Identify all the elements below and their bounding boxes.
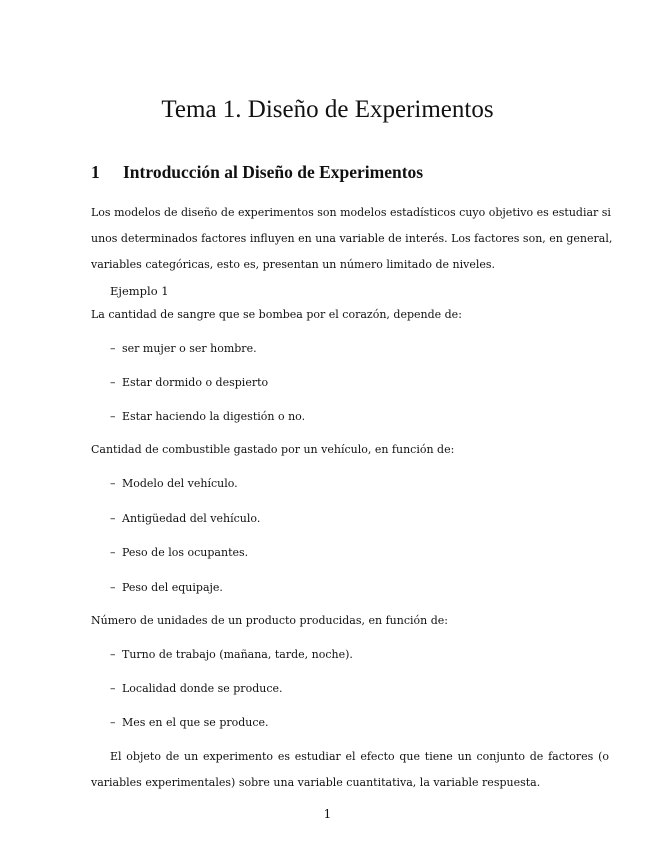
list-item-text: Estar haciendo la digestión o no. [122,410,306,423]
list-item [110,647,353,663]
intro-line-2: unos determinados factores influyen en una variable de interés. Los factores son, en general, [91,232,613,245]
list-item-text: Turno de trabajo (mañana, tarde, noche). [122,648,353,661]
bullet-dash: – [110,648,116,661]
list-item-text: Peso del equipaje. [122,581,223,594]
intro-line-1: Los modelos de diseño de experimentos son modelos estadísticos cuyo objetivo es estudiar si [91,206,611,219]
list-item-text: Antigüedad del vehículo. [122,512,261,525]
list-item [110,681,282,697]
bullet-dash: – [110,682,116,695]
intro-line-3: variables categóricas, esto es, presentan un número limitado de niveles. [91,258,496,271]
list-item-text: Modelo del vehículo. [122,477,238,490]
bullet-dash: – [110,376,116,389]
list-item [110,476,238,492]
bullet-dash: – [110,410,116,423]
list-item [110,715,269,731]
page-title: Tema 1. Diseño de Experimentos [161,96,494,123]
group-1-lead: La cantidad de sangre que se bombea por el corazón, depende de: [91,308,462,321]
group-3-lead: Número de unidades de un producto producidas, en función de: [91,614,448,627]
list-item-text: Peso de los ocupantes. [122,546,249,559]
bullet-dash: – [110,546,116,559]
bullet-dash: – [110,477,116,490]
page-number: 1 [323,807,332,821]
bullet-dash: – [110,342,116,355]
section-title: Introducción al Diseño de Experimentos [123,162,424,182]
list-item [110,409,305,425]
list-item-text: Estar dormido o despierto [122,376,269,389]
list-item-text: ser mujer o ser hombre. [122,342,257,355]
list-item [110,580,223,596]
closing-line-2: variables experimentales) sobre una variable cuantitativa, la variable respuesta. [91,776,541,789]
group-2-lead: Cantidad de combustible gastado por un vehículo, en función de: [91,443,455,456]
list-item [110,341,257,357]
closing-line-1: El objeto de un experimento es estudiar el efecto que tiene un conjunto de factores (o [110,750,609,763]
list-item [110,375,268,391]
section-heading [91,160,423,184]
section-number: 1 [91,162,100,182]
list-item-text: Localidad donde se produce. [122,682,283,695]
bullet-dash: – [110,581,116,594]
bullet-dash: – [110,512,116,525]
list-item [110,545,248,561]
list-item [110,511,260,527]
example-label: Ejemplo 1 [110,284,169,298]
list-item-text: Mes en el que se produce. [122,716,269,729]
bullet-dash: – [110,716,116,729]
